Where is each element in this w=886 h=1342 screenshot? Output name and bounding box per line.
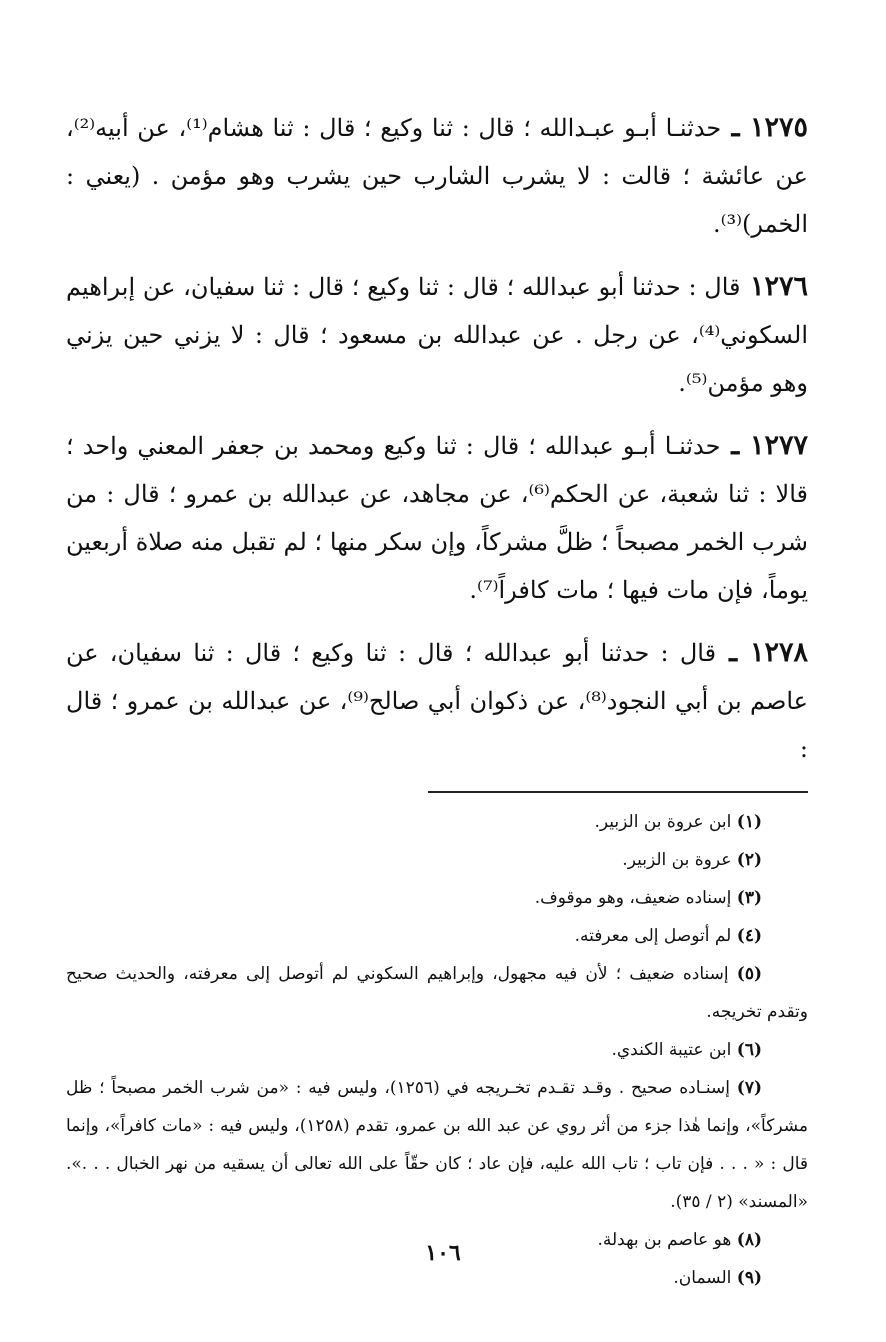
footnote-number: (٨) xyxy=(736,1230,762,1250)
entry-number: ١٢٧٦ xyxy=(749,271,808,302)
hadith-entry xyxy=(66,422,808,614)
footnote-text: ابن عروة بن الزبير. xyxy=(594,812,732,832)
hadith-entry xyxy=(66,263,808,407)
entry-text: حدثنـا أبـو عبدالله ؛ قال : ثنا وكيع ومحمد بن جعفر المعني واحد ؛ قالا : ثنا شعبة، عن الحكم⁽⁶⁾، عن مجاهد، عن عبدالله بن عمرو ؛ قال : من شرب الخمر مصبحاً ؛ ظلَّ مشركاً، وإن سكر منها ؛ لم تقبل منه صلاة أربعين يوماً، فإن مات فيها ؛ مات كافراً⁽⁷⁾. xyxy=(66,432,808,604)
footnote-number: (٩) xyxy=(736,1268,762,1288)
page-number: ١٠٦ xyxy=(425,1240,461,1266)
footnote xyxy=(66,1031,808,1069)
footnote-number: (٣) xyxy=(736,888,762,908)
footnote-number: (٥) xyxy=(736,964,763,984)
footnote-number: (٢) xyxy=(736,850,762,870)
footnote-number: (٦) xyxy=(736,1040,762,1060)
entry-number: ١٢٧٧ xyxy=(750,430,809,461)
entry-text: قال : حدثنا أبو عبدالله ؛ قال : ثنا وكيع ؛ قال : ثنا سفيان، عن إبراهيم السكوني⁽⁴⁾، عن رجل . عن عبدالله بن مسعود ؛ قال : لا يزني حين يزني وهو مؤمن⁽⁵⁾. xyxy=(66,273,808,397)
footnote-text: عروة بن الزبير. xyxy=(622,850,732,870)
footnote-number: (١) xyxy=(736,812,762,832)
footnote xyxy=(66,917,808,955)
footnotes xyxy=(66,803,808,1297)
footnote xyxy=(66,803,808,841)
footnote-number: (٤) xyxy=(736,926,762,946)
footnote-text: لم أتوصل إلى معرفته. xyxy=(574,926,732,946)
entry-separator: ـ xyxy=(721,112,750,143)
footnote xyxy=(66,879,808,917)
entry-number: ١٢٧٥ xyxy=(749,112,808,143)
footnote xyxy=(66,1069,808,1221)
footnote-text: إسناده ضعيف ؛ لأن فيه مجهول، وإبراهيم السكوني لم أتوصل إلى معرفته، والحديث صحيح وتقدم تخريجه. xyxy=(66,964,808,1022)
footnote-number: (٧) xyxy=(736,1078,762,1098)
footnote xyxy=(66,841,808,879)
footnote-text: إسنـاده صحيح . وقـد تقـدم تخـريجه في (١٢٥٦)، وليس فيه : «من شرب الخمر مصبحاً ؛ ظل مشركاً»، وإنما هٰذا جزء من أثر روي عن عبد الله بن عمرو، تقدم (١٢٥٨)، وليس فيه : «مات كافراً»، وإنما قال : « . . . فإن تاب ؛ تاب الله عليه، فإن عاد ؛ كان حقّاً على الله تعالى أن يسقيه من نهر الخبال . . .». «المسند» (٢ / ٣٥). xyxy=(66,1078,808,1212)
footnote xyxy=(66,955,808,1031)
hadith-entry xyxy=(66,104,808,248)
entry-number: ١٢٧٨ xyxy=(749,637,808,668)
entry-text: حدثنـا أبـو عبـدالله ؛ قال : ثنا وكيع ؛ قال : ثنا هشام⁽¹⁾، عن أبيه⁽²⁾، عن عائشة ؛ قالت : لا يشرب الشارب حين يشرب وهو مؤمن . (يعني : الخمر)⁽³⁾. xyxy=(66,114,808,238)
footnote-divider xyxy=(428,791,808,793)
footnote-text: ابن عتيبة الكندي. xyxy=(611,1040,732,1060)
footnote-text: السمان. xyxy=(673,1268,732,1288)
footnote-text: إسناده ضعيف، وهو موقوف. xyxy=(534,888,732,908)
entry-separator: ـ xyxy=(720,430,750,461)
footnote-text: هو عاصم بن بهدلة. xyxy=(597,1230,732,1250)
entry-separator xyxy=(740,271,750,302)
hadith-entry xyxy=(66,629,808,773)
entry-text: قال : حدثنا أبو عبدالله ؛ قال : ثنا وكيع ؛ قال : ثنا سفيان، عن عاصم بن أبي النجود⁽⁸⁾، عن ذكوان أبي صالح⁽⁹⁾، عن عبدالله بن عمرو ؛ قال : xyxy=(66,639,808,763)
main-text xyxy=(66,104,808,773)
entry-separator: ـ xyxy=(716,637,750,668)
